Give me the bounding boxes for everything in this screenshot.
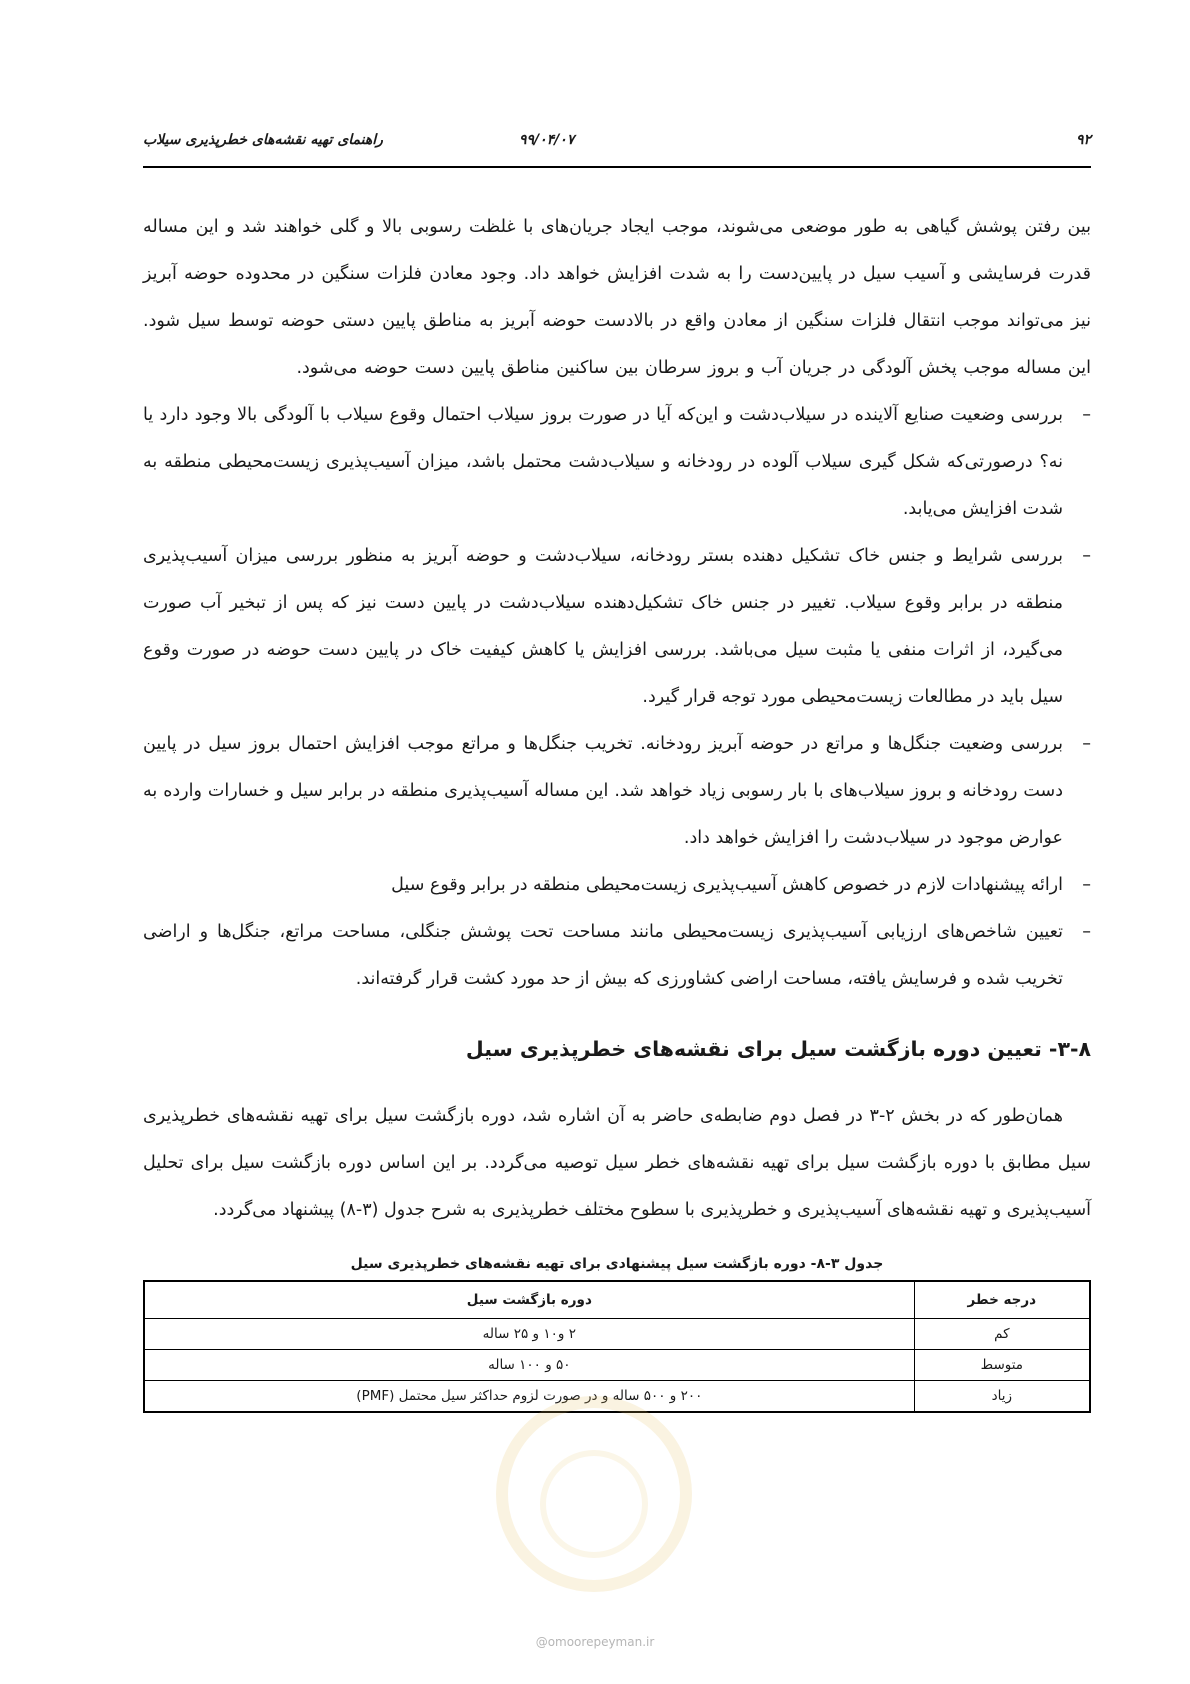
watermark-site-text: @omoorepeyman.ir bbox=[535, 1635, 655, 1649]
page-number: ۹۲ bbox=[1075, 132, 1091, 148]
section-heading: ۳-۸- تعیین دوره بازگشت سیل برای نقشه‌های خطرپذیری سیل bbox=[465, 1037, 1091, 1061]
bullet-dash-icon: – bbox=[1082, 922, 1091, 942]
section-paragraph: همان‌طور که در بخش ۲-۳ در فصل دوم ضابطه‌ی حاضر به آن اشاره شد، دوره بازگشت سیل برای تهیه نقشه‌های خطرپذیری سیل مطابق با دوره بازگشت سیل برای تهیه نقشه‌های خطر سیل توصیه می‌گردد. بر این اساس دوره بازگشت سیل برای تحلیل آسیب‌پذیری و تهیه نقشه‌های آسیب‌پذیری و خطرپذیری با سطوح مختلف خطرپذیری به شرح جدول (۳-۸) پیشنهاد می‌گردد. bbox=[143, 1106, 1091, 1220]
watermark-gear-icon bbox=[540, 1450, 648, 1558]
bullet-text: بررسی وضعیت صنایع آلاینده در سیلاب‌دشت و این‌که آیا در صورت بروز سیلاب احتمال وقوع سیلاب با آلودگی بالا وجود دارد یا نه؟ درصورتی‌که شکل گیری سیلاب آلوده در رودخانه و سیلاب‌دشت محتمل باشد، میزان آسیب‌پذیری زیست‌محیطی منطقه به شدت افزایش می‌یابد. bbox=[143, 405, 1063, 519]
table-caption: جدول ۳-۸- دوره بازگشت سیل پیشنهادی برای تهیه نقشه‌های خطرپذیری سیل bbox=[350, 1255, 884, 1272]
bullet-dash-icon: – bbox=[1082, 546, 1091, 566]
column-header-return-period: دوره بازگشت سیل bbox=[144, 1281, 914, 1319]
header-date: ۹۹/۰۴/۰۷ bbox=[519, 132, 575, 148]
bullet-text: ارائه پیشنهادات لازم در خصوص کاهش آسیب‌پذیری زیست‌محیطی منطقه در برابر وقوع سیل bbox=[391, 875, 1063, 895]
bullet-item bbox=[143, 862, 1091, 909]
return-period-cell: ۲ و۱۰ و ۲۵ ساله bbox=[144, 1318, 914, 1349]
table-row bbox=[144, 1349, 1090, 1380]
hazard-level-cell: کم bbox=[914, 1318, 1090, 1349]
bullet-text: بررسی شرایط و جنس خاک تشکیل دهنده بستر رودخانه، سیلاب‌دشت و حوضه آبریز به منظور بررسی میزان آسیب‌پذیری منطقه در برابر وقوع سیلاب. تغییر در جنس خاک تشکیل‌دهنده سیلاب‌دشت در پایین دست نیز که پس از تبخیر آب صورت می‌گیرد، از اثرات منفی یا مثبت سیل می‌باشد. بررسی افزایش یا کاهش کیفیت خاک در پایین دست حوضه در صورت وقوع سیل باید در مطالعات زیست‌محیطی مورد توجه قرار گیرد. bbox=[143, 546, 1063, 707]
page-body bbox=[143, 204, 1091, 1413]
bullet-item bbox=[143, 533, 1091, 721]
bullet-item bbox=[143, 909, 1091, 1003]
bullet-text: بررسی وضعیت جنگل‌ها و مراتع در حوضه آبریز رودخانه. تخریب جنگل‌ها و مراتع موجب افزایش احتمال بروز سیل در پایین دست رودخانه و بروز سیلاب‌های با بار رسوبی زیاد خواهد شد. این مساله آسیب‌پذیری منطقه در برابر سیل و خسارات وارده به عوارض موجود در سیلاب‌دشت را افزایش خواهد داد. bbox=[143, 734, 1063, 848]
table-row bbox=[144, 1318, 1090, 1349]
bullet-item bbox=[143, 392, 1091, 533]
return-period-cell: ۵۰ و ۱۰۰ ساله bbox=[144, 1349, 914, 1380]
return-period-cell: ۲۰۰ و ۵۰۰ ساله و در صورت لزوم حداکثر سیل محتمل (PMF) bbox=[144, 1380, 914, 1412]
bullet-list bbox=[143, 392, 1091, 1003]
bullet-dash-icon: – bbox=[1082, 405, 1091, 425]
bullet-text: تعیین شاخص‌های ارزیابی آسیب‌پذیری زیست‌محیطی مانند مساحت تحت پوشش جنگلی، مساحت مراتع، جنگل‌ها و اراضی تخریب شده و فرسایش یافته، مساحت اراضی کشاورزی که بیش از حد مورد کشت قرار گرفته‌اند. bbox=[143, 922, 1063, 989]
bullet-item bbox=[143, 721, 1091, 862]
hazard-level-cell: زیاد bbox=[914, 1380, 1090, 1412]
bullet-dash-icon: – bbox=[1082, 875, 1091, 895]
document-page bbox=[143, 122, 1091, 1413]
header-title: راهنمای تهیه نقشه‌های خطرپذیری سیلاب bbox=[143, 132, 383, 148]
column-header-hazard-level: درجه خطر bbox=[914, 1281, 1090, 1319]
return-period-table bbox=[143, 1280, 1091, 1413]
table-header-row bbox=[144, 1281, 1090, 1319]
hazard-level-cell: متوسط bbox=[914, 1349, 1090, 1380]
table-row bbox=[144, 1380, 1090, 1412]
intro-paragraph: بین رفتن پوشش گیاهی به طور موضعی می‌شوند، موجب ایجاد جریان‌های با غلظت رسوبی بالا و گلی خواهند شد و این مساله قدرت فرسایشی و آسیب سیل در پایین‌دست را به شدت افزایش خواهد داد. وجود معادن فلزات سنگین در محدوده حوضه آبریز نیز می‌تواند موجب انتقال فلزات سنگین از معادن واقع در بالادست حوضه آبریز به مناطق پایین دستی حوضه توسط سیل شود. این مساله موجب پخش آلودگی در جریان آب و بروز سرطان بین ساکنین مناطق پایین دست حوضه می‌شود. bbox=[143, 217, 1091, 378]
page-header bbox=[143, 122, 1091, 168]
bullet-dash-icon: – bbox=[1082, 734, 1091, 754]
